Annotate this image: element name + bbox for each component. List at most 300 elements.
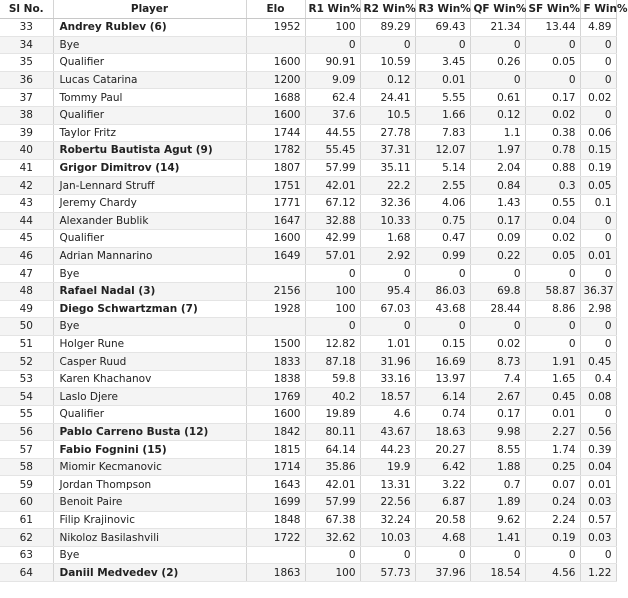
cell-qf-win: 9.62 bbox=[470, 511, 525, 529]
cell-qf-win: 28.44 bbox=[470, 300, 525, 318]
cell-r3-win: 0 bbox=[415, 36, 470, 54]
cell-elo: 1688 bbox=[246, 89, 305, 107]
cell-r2-win: 4.6 bbox=[360, 406, 415, 424]
cell-sf-win: 0.38 bbox=[525, 124, 580, 142]
cell-f-win: 0.15 bbox=[580, 142, 616, 160]
cell-elo: 1771 bbox=[246, 194, 305, 212]
cell-player: Nikoloz Basilashvili bbox=[53, 529, 246, 547]
cell-r3-win: 3.45 bbox=[415, 54, 470, 72]
cell-f-win: 0 bbox=[580, 36, 616, 54]
cell-r2-win: 43.67 bbox=[360, 423, 415, 441]
cell-qf-win: 0.12 bbox=[470, 106, 525, 124]
header-row bbox=[0, 0, 616, 19]
cell-qf-win: 8.55 bbox=[470, 441, 525, 459]
cell-qf-win: 0.22 bbox=[470, 247, 525, 265]
cell-elo: 1600 bbox=[246, 54, 305, 72]
cell-sl-no: 62 bbox=[0, 529, 53, 547]
cell-f-win: 0 bbox=[580, 212, 616, 230]
cell-elo: 1600 bbox=[246, 406, 305, 424]
cell-sl-no: 47 bbox=[0, 265, 53, 283]
header-sl-no[interactable]: Sl No. bbox=[0, 0, 53, 19]
cell-sf-win: 0.17 bbox=[525, 89, 580, 107]
cell-r3-win: 6.87 bbox=[415, 494, 470, 512]
table-row[interactable] bbox=[0, 159, 616, 177]
cell-elo: 1500 bbox=[246, 335, 305, 353]
cell-elo bbox=[246, 36, 305, 54]
cell-r1-win: 87.18 bbox=[305, 353, 360, 371]
cell-r3-win: 43.68 bbox=[415, 300, 470, 318]
cell-r1-win: 80.11 bbox=[305, 423, 360, 441]
table-row[interactable] bbox=[0, 370, 616, 388]
cell-r1-win: 32.62 bbox=[305, 529, 360, 547]
cell-player: Jan-Lennard Struff bbox=[53, 177, 246, 195]
cell-f-win: 0.06 bbox=[580, 124, 616, 142]
cell-player: Qualifier bbox=[53, 406, 246, 424]
cell-player: Bye bbox=[53, 36, 246, 54]
cell-qf-win: 0.09 bbox=[470, 230, 525, 248]
table-row[interactable] bbox=[0, 54, 616, 72]
table-row[interactable] bbox=[0, 406, 616, 424]
cell-sl-no: 40 bbox=[0, 142, 53, 160]
cell-elo: 1200 bbox=[246, 71, 305, 89]
cell-qf-win: 0.17 bbox=[470, 212, 525, 230]
cell-sf-win: 13.44 bbox=[525, 19, 580, 37]
table-row[interactable] bbox=[0, 265, 616, 283]
cell-player: Casper Ruud bbox=[53, 353, 246, 371]
cell-r1-win: 12.82 bbox=[305, 335, 360, 353]
cell-sl-no: 46 bbox=[0, 247, 53, 265]
table-row[interactable] bbox=[0, 335, 616, 353]
cell-r3-win: 69.43 bbox=[415, 19, 470, 37]
cell-f-win: 0 bbox=[580, 318, 616, 336]
cell-r1-win: 0 bbox=[305, 36, 360, 54]
cell-qf-win: 1.41 bbox=[470, 529, 525, 547]
cell-f-win: 0.01 bbox=[580, 476, 616, 494]
table-row[interactable] bbox=[0, 423, 616, 441]
cell-sl-no: 34 bbox=[0, 36, 53, 54]
header-player[interactable]: Player bbox=[53, 0, 246, 19]
cell-r3-win: 0.47 bbox=[415, 230, 470, 248]
cell-sl-no: 42 bbox=[0, 177, 53, 195]
cell-r2-win: 0 bbox=[360, 546, 415, 564]
table-row[interactable] bbox=[0, 529, 616, 547]
cell-elo: 1714 bbox=[246, 458, 305, 476]
cell-r3-win: 2.55 bbox=[415, 177, 470, 195]
cell-qf-win: 0.17 bbox=[470, 406, 525, 424]
table-row[interactable] bbox=[0, 282, 616, 300]
cell-r1-win: 55.45 bbox=[305, 142, 360, 160]
cell-elo: 1782 bbox=[246, 142, 305, 160]
cell-player: Karen Khachanov bbox=[53, 370, 246, 388]
cell-qf-win: 0.61 bbox=[470, 89, 525, 107]
cell-player: Grigor Dimitrov (14) bbox=[53, 159, 246, 177]
cell-r1-win: 0 bbox=[305, 318, 360, 336]
table-row[interactable] bbox=[0, 71, 616, 89]
cell-elo: 1833 bbox=[246, 353, 305, 371]
cell-sf-win: 1.91 bbox=[525, 353, 580, 371]
cell-r2-win: 37.31 bbox=[360, 142, 415, 160]
cell-r3-win: 37.96 bbox=[415, 564, 470, 582]
header-elo[interactable]: Elo bbox=[246, 0, 305, 19]
cell-r2-win: 89.29 bbox=[360, 19, 415, 37]
cell-r2-win: 57.73 bbox=[360, 564, 415, 582]
cell-r2-win: 35.11 bbox=[360, 159, 415, 177]
cell-r1-win: 42.01 bbox=[305, 476, 360, 494]
cell-f-win: 0.4 bbox=[580, 370, 616, 388]
cell-player: Adrian Mannarino bbox=[53, 247, 246, 265]
cell-r1-win: 44.55 bbox=[305, 124, 360, 142]
cell-r1-win: 100 bbox=[305, 564, 360, 582]
cell-r2-win: 10.33 bbox=[360, 212, 415, 230]
cell-f-win: 0.03 bbox=[580, 529, 616, 547]
cell-qf-win: 69.8 bbox=[470, 282, 525, 300]
table-row[interactable] bbox=[0, 247, 616, 265]
cell-f-win: 0 bbox=[580, 230, 616, 248]
cell-r2-win: 44.23 bbox=[360, 441, 415, 459]
cell-sl-no: 51 bbox=[0, 335, 53, 353]
cell-r2-win: 33.16 bbox=[360, 370, 415, 388]
cell-r3-win: 1.66 bbox=[415, 106, 470, 124]
cell-sf-win: 1.65 bbox=[525, 370, 580, 388]
cell-r3-win: 0 bbox=[415, 546, 470, 564]
cell-player: Diego Schwartzman (7) bbox=[53, 300, 246, 318]
header-f-win[interactable]: F Win% bbox=[580, 0, 616, 19]
cell-r2-win: 27.78 bbox=[360, 124, 415, 142]
cell-r1-win: 100 bbox=[305, 282, 360, 300]
cell-elo: 1769 bbox=[246, 388, 305, 406]
cell-qf-win: 2.04 bbox=[470, 159, 525, 177]
header-r1-win[interactable]: R1 Win% bbox=[305, 0, 360, 19]
cell-player: Alexander Bublik bbox=[53, 212, 246, 230]
cell-sl-no: 39 bbox=[0, 124, 53, 142]
cell-sf-win: 0.45 bbox=[525, 388, 580, 406]
cell-f-win: 0 bbox=[580, 335, 616, 353]
table-row[interactable] bbox=[0, 353, 616, 371]
header-qf-win[interactable]: QF Win% bbox=[470, 0, 525, 19]
table-row[interactable] bbox=[0, 230, 616, 248]
cell-player: Bye bbox=[53, 265, 246, 283]
cell-player: Fabio Fognini (15) bbox=[53, 441, 246, 459]
table-row[interactable] bbox=[0, 564, 616, 582]
cell-r2-win: 2.92 bbox=[360, 247, 415, 265]
table-row[interactable] bbox=[0, 388, 616, 406]
cell-r1-win: 57.99 bbox=[305, 159, 360, 177]
cell-f-win: 0.03 bbox=[580, 494, 616, 512]
cell-r2-win: 0 bbox=[360, 318, 415, 336]
table-row[interactable] bbox=[0, 194, 616, 212]
cell-r3-win: 18.63 bbox=[415, 423, 470, 441]
cell-r2-win: 0 bbox=[360, 36, 415, 54]
cell-qf-win: 1.43 bbox=[470, 194, 525, 212]
cell-elo: 1647 bbox=[246, 212, 305, 230]
cell-sf-win: 0 bbox=[525, 36, 580, 54]
cell-sf-win: 0.07 bbox=[525, 476, 580, 494]
cell-sf-win: 0.24 bbox=[525, 494, 580, 512]
cell-elo: 1928 bbox=[246, 300, 305, 318]
cell-sf-win: 0.05 bbox=[525, 54, 580, 72]
cell-qf-win: 7.4 bbox=[470, 370, 525, 388]
cell-r1-win: 67.38 bbox=[305, 511, 360, 529]
cell-r2-win: 24.41 bbox=[360, 89, 415, 107]
table-row[interactable] bbox=[0, 300, 616, 318]
cell-f-win: 0.02 bbox=[580, 89, 616, 107]
cell-sl-no: 54 bbox=[0, 388, 53, 406]
table-row[interactable] bbox=[0, 142, 616, 160]
cell-player: Robertu Bautista Agut (9) bbox=[53, 142, 246, 160]
cell-r1-win: 57.99 bbox=[305, 494, 360, 512]
cell-f-win: 1.22 bbox=[580, 564, 616, 582]
cell-r1-win: 40.2 bbox=[305, 388, 360, 406]
cell-elo: 1863 bbox=[246, 564, 305, 582]
cell-player: Lucas Catarina bbox=[53, 71, 246, 89]
cell-qf-win: 1.97 bbox=[470, 142, 525, 160]
cell-sf-win: 0.05 bbox=[525, 247, 580, 265]
cell-player: Jeremy Chardy bbox=[53, 194, 246, 212]
cell-r3-win: 13.97 bbox=[415, 370, 470, 388]
cell-qf-win: 0 bbox=[470, 318, 525, 336]
cell-player: Bye bbox=[53, 546, 246, 564]
table-row[interactable] bbox=[0, 19, 616, 37]
table-row[interactable] bbox=[0, 124, 616, 142]
header-sf-win[interactable]: SF Win% bbox=[525, 0, 580, 19]
cell-sf-win: 0 bbox=[525, 546, 580, 564]
table-row[interactable] bbox=[0, 546, 616, 564]
cell-player: Qualifier bbox=[53, 54, 246, 72]
cell-elo: 1815 bbox=[246, 441, 305, 459]
cell-sl-no: 35 bbox=[0, 54, 53, 72]
cell-qf-win: 21.34 bbox=[470, 19, 525, 37]
cell-r1-win: 9.09 bbox=[305, 71, 360, 89]
cell-f-win: 2.98 bbox=[580, 300, 616, 318]
cell-r1-win: 0 bbox=[305, 265, 360, 283]
cell-sl-no: 43 bbox=[0, 194, 53, 212]
cell-elo bbox=[246, 265, 305, 283]
cell-r3-win: 4.06 bbox=[415, 194, 470, 212]
cell-elo bbox=[246, 546, 305, 564]
cell-r2-win: 10.59 bbox=[360, 54, 415, 72]
cell-sl-no: 63 bbox=[0, 546, 53, 564]
cell-sl-no: 38 bbox=[0, 106, 53, 124]
cell-r2-win: 13.31 bbox=[360, 476, 415, 494]
cell-qf-win: 1.89 bbox=[470, 494, 525, 512]
cell-sl-no: 59 bbox=[0, 476, 53, 494]
cell-sf-win: 8.86 bbox=[525, 300, 580, 318]
cell-player: Filip Krajinovic bbox=[53, 511, 246, 529]
cell-sl-no: 49 bbox=[0, 300, 53, 318]
cell-elo: 1838 bbox=[246, 370, 305, 388]
cell-qf-win: 0.26 bbox=[470, 54, 525, 72]
cell-qf-win: 1.88 bbox=[470, 458, 525, 476]
cell-qf-win: 0 bbox=[470, 71, 525, 89]
cell-f-win: 0.08 bbox=[580, 388, 616, 406]
table-row[interactable] bbox=[0, 212, 616, 230]
cell-sl-no: 44 bbox=[0, 212, 53, 230]
cell-r1-win: 90.91 bbox=[305, 54, 360, 72]
cell-f-win: 0.45 bbox=[580, 353, 616, 371]
cell-player: Andrey Rublev (6) bbox=[53, 19, 246, 37]
cell-player: Benoit Paire bbox=[53, 494, 246, 512]
cell-player: Jordan Thompson bbox=[53, 476, 246, 494]
cell-r2-win: 1.68 bbox=[360, 230, 415, 248]
cell-r2-win: 10.5 bbox=[360, 106, 415, 124]
cell-f-win: 0 bbox=[580, 71, 616, 89]
cell-elo: 1722 bbox=[246, 529, 305, 547]
header-r2-win[interactable]: R2 Win% bbox=[360, 0, 415, 19]
cell-r3-win: 0.15 bbox=[415, 335, 470, 353]
cell-elo: 1952 bbox=[246, 19, 305, 37]
cell-qf-win: 0.84 bbox=[470, 177, 525, 195]
cell-r1-win: 42.01 bbox=[305, 177, 360, 195]
cell-sf-win: 0 bbox=[525, 318, 580, 336]
table-row[interactable] bbox=[0, 441, 616, 459]
cell-sf-win: 0.3 bbox=[525, 177, 580, 195]
cell-r2-win: 0 bbox=[360, 265, 415, 283]
cell-r3-win: 0.99 bbox=[415, 247, 470, 265]
cell-f-win: 0.04 bbox=[580, 458, 616, 476]
cell-r1-win: 62.4 bbox=[305, 89, 360, 107]
cell-player: Holger Rune bbox=[53, 335, 246, 353]
cell-sf-win: 0.78 bbox=[525, 142, 580, 160]
cell-r3-win: 12.07 bbox=[415, 142, 470, 160]
cell-r2-win: 32.36 bbox=[360, 194, 415, 212]
cell-sf-win: 0.25 bbox=[525, 458, 580, 476]
cell-f-win: 0.1 bbox=[580, 194, 616, 212]
cell-r1-win: 64.14 bbox=[305, 441, 360, 459]
cell-r3-win: 0 bbox=[415, 318, 470, 336]
cell-f-win: 4.89 bbox=[580, 19, 616, 37]
cell-elo bbox=[246, 318, 305, 336]
cell-elo: 1643 bbox=[246, 476, 305, 494]
cell-sf-win: 0 bbox=[525, 335, 580, 353]
cell-sl-no: 60 bbox=[0, 494, 53, 512]
cell-qf-win: 0.7 bbox=[470, 476, 525, 494]
cell-sl-no: 45 bbox=[0, 230, 53, 248]
cell-r1-win: 67.12 bbox=[305, 194, 360, 212]
cell-r1-win: 59.8 bbox=[305, 370, 360, 388]
cell-sl-no: 61 bbox=[0, 511, 53, 529]
table-body bbox=[0, 19, 616, 582]
cell-f-win: 0.01 bbox=[580, 247, 616, 265]
cell-r3-win: 16.69 bbox=[415, 353, 470, 371]
cell-f-win: 0.05 bbox=[580, 177, 616, 195]
cell-qf-win: 18.54 bbox=[470, 564, 525, 582]
cell-sf-win: 2.27 bbox=[525, 423, 580, 441]
cell-qf-win: 1.1 bbox=[470, 124, 525, 142]
cell-elo: 1807 bbox=[246, 159, 305, 177]
cell-sf-win: 1.74 bbox=[525, 441, 580, 459]
cell-r3-win: 7.83 bbox=[415, 124, 470, 142]
cell-elo: 1751 bbox=[246, 177, 305, 195]
cell-r1-win: 19.89 bbox=[305, 406, 360, 424]
cell-r1-win: 37.6 bbox=[305, 106, 360, 124]
cell-r3-win: 3.22 bbox=[415, 476, 470, 494]
cell-sf-win: 0.55 bbox=[525, 194, 580, 212]
cell-r2-win: 67.03 bbox=[360, 300, 415, 318]
cell-f-win: 0.39 bbox=[580, 441, 616, 459]
cell-r3-win: 6.42 bbox=[415, 458, 470, 476]
cell-qf-win: 0 bbox=[470, 265, 525, 283]
table-row[interactable] bbox=[0, 476, 616, 494]
cell-elo: 1848 bbox=[246, 511, 305, 529]
cell-sf-win: 4.56 bbox=[525, 564, 580, 582]
cell-sl-no: 57 bbox=[0, 441, 53, 459]
cell-player: Tommy Paul bbox=[53, 89, 246, 107]
cell-sl-no: 33 bbox=[0, 19, 53, 37]
cell-r3-win: 4.68 bbox=[415, 529, 470, 547]
cell-r2-win: 95.4 bbox=[360, 282, 415, 300]
cell-sf-win: 2.24 bbox=[525, 511, 580, 529]
cell-qf-win: 9.98 bbox=[470, 423, 525, 441]
cell-sl-no: 41 bbox=[0, 159, 53, 177]
cell-f-win: 0.19 bbox=[580, 159, 616, 177]
cell-qf-win: 0 bbox=[470, 36, 525, 54]
cell-player: Taylor Fritz bbox=[53, 124, 246, 142]
cell-elo: 2156 bbox=[246, 282, 305, 300]
cell-r2-win: 1.01 bbox=[360, 335, 415, 353]
cell-r3-win: 86.03 bbox=[415, 282, 470, 300]
table-row[interactable] bbox=[0, 89, 616, 107]
cell-elo: 1842 bbox=[246, 423, 305, 441]
cell-r3-win: 5.55 bbox=[415, 89, 470, 107]
cell-r2-win: 32.24 bbox=[360, 511, 415, 529]
cell-player: Bye bbox=[53, 318, 246, 336]
cell-sf-win: 0.01 bbox=[525, 406, 580, 424]
header-r3-win[interactable]: R3 Win% bbox=[415, 0, 470, 19]
cell-elo: 1744 bbox=[246, 124, 305, 142]
cell-sf-win: 0.02 bbox=[525, 230, 580, 248]
cell-r1-win: 35.86 bbox=[305, 458, 360, 476]
cell-r2-win: 22.2 bbox=[360, 177, 415, 195]
cell-r3-win: 0 bbox=[415, 265, 470, 283]
cell-r2-win: 22.56 bbox=[360, 494, 415, 512]
cell-f-win: 0.57 bbox=[580, 511, 616, 529]
cell-sl-no: 37 bbox=[0, 89, 53, 107]
cell-f-win: 0 bbox=[580, 546, 616, 564]
table-row[interactable] bbox=[0, 494, 616, 512]
cell-r3-win: 6.14 bbox=[415, 388, 470, 406]
cell-r2-win: 10.03 bbox=[360, 529, 415, 547]
cell-player: Pablo Carreno Busta (12) bbox=[53, 423, 246, 441]
cell-elo: 1649 bbox=[246, 247, 305, 265]
cell-r3-win: 0.01 bbox=[415, 71, 470, 89]
cell-player: Rafael Nadal (3) bbox=[53, 282, 246, 300]
cell-f-win: 0 bbox=[580, 265, 616, 283]
cell-r2-win: 19.9 bbox=[360, 458, 415, 476]
cell-sl-no: 52 bbox=[0, 353, 53, 371]
cell-r3-win: 5.14 bbox=[415, 159, 470, 177]
cell-sf-win: 0.04 bbox=[525, 212, 580, 230]
table-row[interactable] bbox=[0, 511, 616, 529]
cell-f-win: 0 bbox=[580, 54, 616, 72]
cell-r3-win: 0.74 bbox=[415, 406, 470, 424]
table-row[interactable] bbox=[0, 36, 616, 54]
cell-sl-no: 64 bbox=[0, 564, 53, 582]
cell-r3-win: 0.75 bbox=[415, 212, 470, 230]
table-row[interactable] bbox=[0, 318, 616, 336]
table-row[interactable] bbox=[0, 106, 616, 124]
table-row[interactable] bbox=[0, 177, 616, 195]
cell-sf-win: 0 bbox=[525, 265, 580, 283]
cell-sl-no: 36 bbox=[0, 71, 53, 89]
cell-r1-win: 100 bbox=[305, 300, 360, 318]
cell-r1-win: 100 bbox=[305, 19, 360, 37]
table-row[interactable] bbox=[0, 458, 616, 476]
cell-sf-win: 58.87 bbox=[525, 282, 580, 300]
cell-r1-win: 57.01 bbox=[305, 247, 360, 265]
cell-qf-win: 0.02 bbox=[470, 335, 525, 353]
cell-qf-win: 0 bbox=[470, 546, 525, 564]
cell-r2-win: 0.12 bbox=[360, 71, 415, 89]
